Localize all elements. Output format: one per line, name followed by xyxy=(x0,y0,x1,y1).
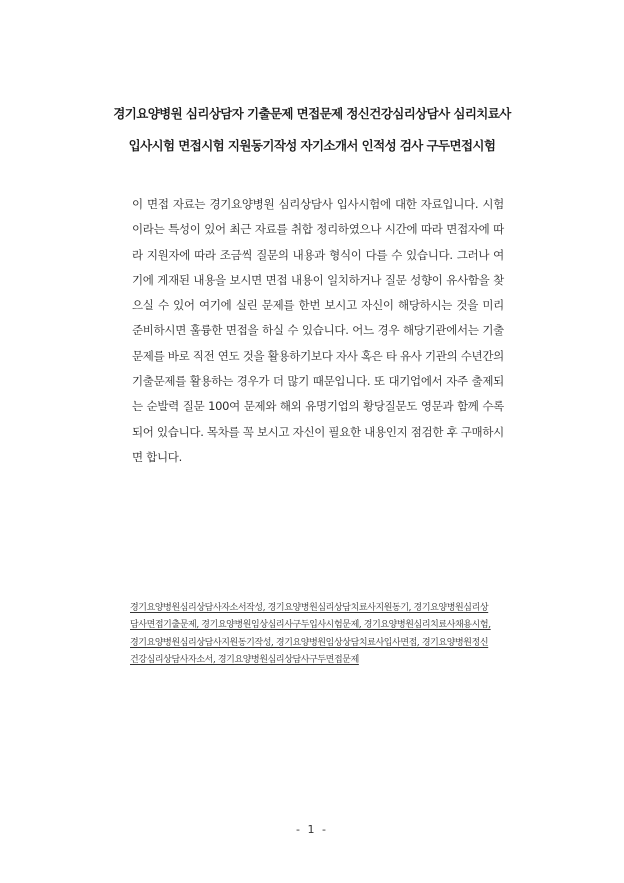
body-paragraph xyxy=(132,192,504,470)
keyword-tags xyxy=(130,600,510,670)
keyword-line: 경기요양병원심리상담사자소서작성, 경기요양병원심리상담치료사지원동기, 경기요양병원심리상 xyxy=(130,603,489,613)
body-line: 으실 수 있어 여기에 실린 문제를 한번 보시고 자신이 해당하시는 것을 미리 xyxy=(132,298,504,313)
body-line: 기출문제를 활용하는 경우가 더 많기 때문입니다. 또 대기업에서 자주 출제되 xyxy=(132,374,504,389)
body-line: 준비하시면 훌륭한 면접을 하실 수 있습니다. 어느 경우 해당기관에서는 기출 xyxy=(132,323,504,338)
title-line-2: 입사시험 면접시험 지원동기작성 자기소개서 인적성 검사 구두면접시험 xyxy=(128,138,496,153)
title-line-1: 경기요양병원 심리상담자 기출문제 면접문제 정신건강심리상담사 심리치료사 xyxy=(113,106,511,121)
keyword-line: 경기요양병원심리상담사지원동기작성, 경기요양병원임상상담치료사입사면접, 경기요양병원정신 xyxy=(130,637,489,648)
document-title xyxy=(0,98,624,162)
keyword-line: 건강심리상담사자소서, 경기요양병원심리상담사구두면접문제 xyxy=(130,655,359,666)
body-line: 되어 있습니다. 목차를 꼭 보시고 자신이 필요한 내용인지 점검한 후 구매하시 xyxy=(132,424,504,439)
body-line: 는 순발력 질문 100여 문제와 해외 유명기업의 황당질문도 영문과 함께 수록 xyxy=(132,399,504,414)
body-line: 라 지원자에 따라 조금씩 질문의 내용과 형식이 다를 수 있습니다. 그러나 여 xyxy=(132,247,504,262)
body-line: 이라는 특성이 있어 최근 자료를 취합 정리하였으나 시간에 따라 면접자에 따 xyxy=(132,222,504,237)
body-line: 이 면접 자료는 경기요양병원 심리상담사 입사시험에 대한 자료입니다. 시험 xyxy=(132,197,504,211)
body-line: 문제를 바로 직전 연도 것을 활용하기보다 자사 혹은 타 유사 기관의 수년간의 xyxy=(132,348,504,363)
body-line: 기에 게재된 내용을 보시면 면접 내용이 일치하거나 질문 성향이 유사함을 찾 xyxy=(132,272,504,287)
body-line: 면 합니다. xyxy=(132,449,182,464)
page-number: - 1 - xyxy=(296,823,328,836)
keyword-line: 담사면접기출문제, 경기요양병원임상심리사구두입사시험문제, 경기요양병원심리치료사채용시험, xyxy=(130,620,491,631)
